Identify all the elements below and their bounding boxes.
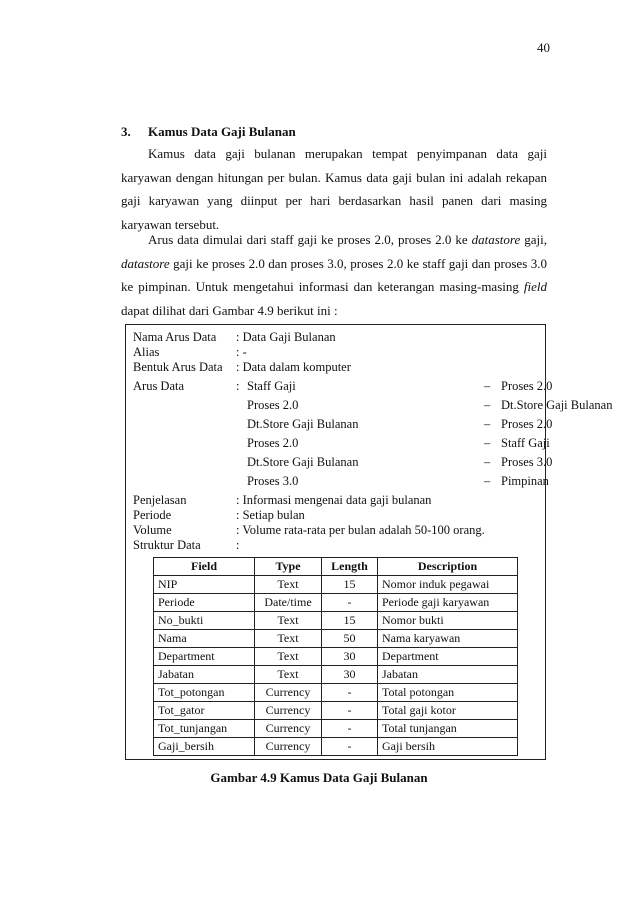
flow-target: Dt.Store Gaji Bulanan: [501, 398, 613, 412]
flow-source: Staff Gaji: [247, 379, 296, 393]
paragraph-line: [121, 275, 547, 299]
section-number: 3.: [121, 124, 131, 139]
cell-type: Currency: [255, 738, 322, 756]
cell-field: Department: [154, 648, 255, 666]
dict-label: Alias: [133, 345, 160, 359]
table-row: [154, 648, 518, 666]
cell-field: Tot_potongan: [154, 684, 255, 702]
flow-source: Proses 2.0: [247, 398, 299, 412]
dict-label: Struktur Data: [133, 538, 201, 552]
dict-label: Bentuk Arus Data: [133, 360, 223, 374]
flow-target: Proses 3.0: [501, 455, 553, 469]
paragraph-flow: [121, 228, 547, 322]
table-header-row: [154, 558, 518, 576]
cell-description: Nomor induk pegawai: [378, 576, 518, 594]
cell-description: Total tunjangan: [378, 720, 518, 738]
flow-dash: –: [484, 455, 491, 469]
table-row: [154, 738, 518, 756]
paragraph-line: [121, 228, 547, 252]
cell-description: Jabatan: [378, 666, 518, 684]
table-row: [154, 612, 518, 630]
cell-description: Nama karyawan: [378, 630, 518, 648]
column-header-length: Length: [322, 558, 378, 576]
section-title: Kamus Data Gaji Bulanan: [148, 124, 296, 139]
flow-dash: –: [484, 417, 491, 431]
dict-label: Periode: [133, 508, 172, 522]
column-header-description: Description: [378, 558, 518, 576]
table-row: [154, 702, 518, 720]
cell-field: Gaji_bersih: [154, 738, 255, 756]
dict-colon: :: [236, 379, 240, 393]
cell-length: 30: [322, 666, 378, 684]
flow-target: Pimpinan: [501, 474, 549, 488]
cell-length: -: [322, 738, 378, 756]
paragraph-line: karyawan tersebut.: [121, 216, 220, 232]
column-header-type: Type: [255, 558, 322, 576]
table-row: [154, 630, 518, 648]
italic-term: datastore: [471, 232, 521, 247]
table-row: [154, 666, 518, 684]
flow-source: Proses 2.0: [247, 436, 299, 450]
cell-field: Tot_gator: [154, 702, 255, 720]
cell-field: Periode: [154, 594, 255, 612]
flow-target: Proses 2.0: [501, 379, 553, 393]
dict-value: : Volume rata-rata per bulan adalah 50-100 orang.: [236, 523, 485, 537]
cell-type: Currency: [255, 720, 322, 738]
flow-target: Staff Gaji: [501, 436, 550, 450]
flow-source: Dt.Store Gaji Bulanan: [247, 455, 359, 469]
cell-length: 50: [322, 630, 378, 648]
dict-value: : -: [236, 345, 247, 359]
dict-label: Volume: [133, 523, 172, 537]
figure-caption: Gambar 4.9 Kamus Data Gaji Bulanan: [210, 770, 428, 785]
cell-length: 15: [322, 612, 378, 630]
cell-length: -: [322, 594, 378, 612]
dict-label: Penjelasan: [133, 493, 187, 507]
cell-description: Gaji bersih: [378, 738, 518, 756]
dict-value: : Data Gaji Bulanan: [236, 330, 336, 344]
flow-dash: –: [484, 474, 491, 488]
column-header-field: Field: [154, 558, 255, 576]
cell-field: Nama: [154, 630, 255, 648]
dict-value: :: [236, 538, 240, 552]
dict-label: Arus Data: [133, 379, 185, 393]
table-row: [154, 684, 518, 702]
paragraph-intro: [121, 142, 547, 236]
table-row: [154, 576, 518, 594]
cell-type: Currency: [255, 684, 322, 702]
flow-target: Proses 2.0: [501, 417, 553, 431]
italic-term: field: [523, 279, 547, 294]
paragraph-line: Kamus data gaji bulanan merupakan tempat penyimpanan data gaji: [148, 146, 547, 161]
dict-value: : Data dalam komputer: [236, 360, 351, 374]
cell-type: Text: [255, 630, 322, 648]
cell-field: Tot_tunjangan: [154, 720, 255, 738]
cell-description: Nomor bukti: [378, 612, 518, 630]
dict-value: : Setiap bulan: [236, 508, 305, 522]
paragraph-line: gaji karyawan yang diinput per hari berdasarkan hasil panen dari masing: [121, 193, 547, 208]
cell-field: NIP: [154, 576, 255, 594]
cell-field: No_bukti: [154, 612, 255, 630]
italic-term: datastore: [121, 255, 170, 271]
cell-length: -: [322, 702, 378, 720]
cell-description: Department: [378, 648, 518, 666]
flow-source: Proses 3.0: [247, 474, 299, 488]
text-span: ke pimpinan. Untuk mengetahui informasi dan keterangan masing-masing: [121, 279, 524, 294]
table-body: [154, 576, 518, 756]
section-heading: [121, 124, 296, 140]
text-span: gaji ke proses 2.0 dan proses 3.0, proses 2.0 ke staff gaji dan proses 3.0: [169, 255, 547, 271]
table-row: [154, 594, 518, 612]
data-structure-table: [153, 557, 518, 756]
paragraph-line: [121, 252, 547, 276]
page-number: 40: [537, 40, 550, 55]
cell-length: -: [322, 684, 378, 702]
cell-description: Total gaji kotor: [378, 702, 518, 720]
cell-type: Text: [255, 576, 322, 594]
dict-label: Nama Arus Data: [133, 330, 217, 344]
cell-type: Date/time: [255, 594, 322, 612]
cell-length: 30: [322, 648, 378, 666]
cell-type: Text: [255, 666, 322, 684]
flow-dash: –: [484, 398, 491, 412]
cell-description: Periode gaji karyawan: [378, 594, 518, 612]
cell-type: Currency: [255, 702, 322, 720]
cell-description: Total potongan: [378, 684, 518, 702]
cell-length: -: [322, 720, 378, 738]
cell-type: Text: [255, 648, 322, 666]
flow-dash: –: [484, 379, 491, 393]
cell-field: Jabatan: [154, 666, 255, 684]
flow-source: Dt.Store Gaji Bulanan: [247, 417, 359, 431]
cell-type: Text: [255, 612, 322, 630]
dict-value: : Informasi mengenai data gaji bulanan: [236, 493, 432, 507]
cell-length: 15: [322, 576, 378, 594]
paragraph-line: karyawan dengan hitungan per bulan. Kamus data gaji bulan ini adalah rekapan: [121, 169, 547, 185]
text-span: gaji,: [520, 232, 547, 247]
table-row: [154, 720, 518, 738]
flow-dash: –: [484, 436, 491, 450]
text-span: Arus data dimulai dari staff gaji ke proses 2.0, proses 2.0 ke: [148, 232, 472, 247]
paragraph-line: dapat dilihat dari Gambar 4.9 berikut ini :: [121, 302, 338, 318]
